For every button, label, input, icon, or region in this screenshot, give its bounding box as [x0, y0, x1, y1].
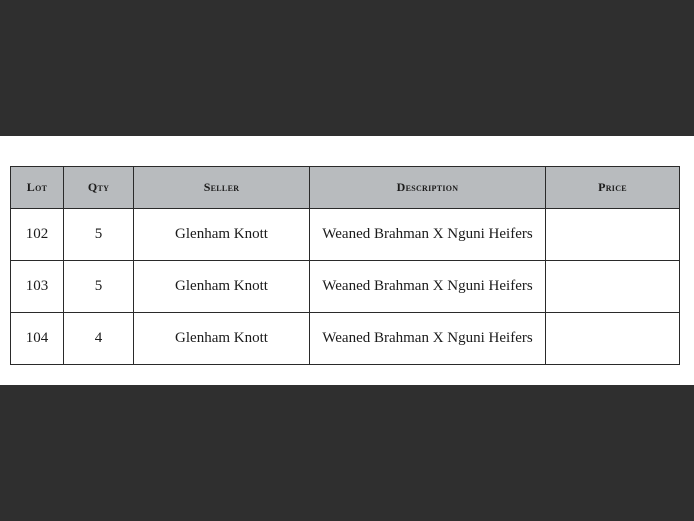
background-bottom: [0, 385, 694, 521]
cell-seller: Glenham Knott: [134, 209, 310, 261]
cell-lot: 104: [11, 313, 64, 365]
header-price: Price: [546, 167, 680, 209]
background-top: [0, 0, 694, 136]
cell-qty: 4: [64, 313, 134, 365]
cell-price: [546, 209, 680, 261]
table-row: [11, 261, 680, 313]
cell-lot: 102: [11, 209, 64, 261]
header-seller: Seller: [134, 167, 310, 209]
cell-price: [546, 313, 680, 365]
cell-qty: 5: [64, 261, 134, 313]
cell-qty: 5: [64, 209, 134, 261]
header-qty: Qty: [64, 167, 134, 209]
cell-description: Weaned Brahman X Nguni Heifers: [310, 261, 546, 313]
header-description: Description: [310, 167, 546, 209]
table-row: [11, 209, 680, 261]
cell-description: Weaned Brahman X Nguni Heifers: [310, 209, 546, 261]
cell-seller: Glenham Knott: [134, 313, 310, 365]
cell-seller: Glenham Knott: [134, 261, 310, 313]
header-lot: Lot: [11, 167, 64, 209]
table-header: [11, 167, 680, 209]
cell-lot: 103: [11, 261, 64, 313]
lot-table: [10, 166, 680, 365]
table-row: [11, 313, 680, 365]
table-body: [11, 209, 680, 365]
cell-description: Weaned Brahman X Nguni Heifers: [310, 313, 546, 365]
header-row: [11, 167, 680, 209]
document-page: [0, 136, 694, 385]
cell-price: [546, 261, 680, 313]
